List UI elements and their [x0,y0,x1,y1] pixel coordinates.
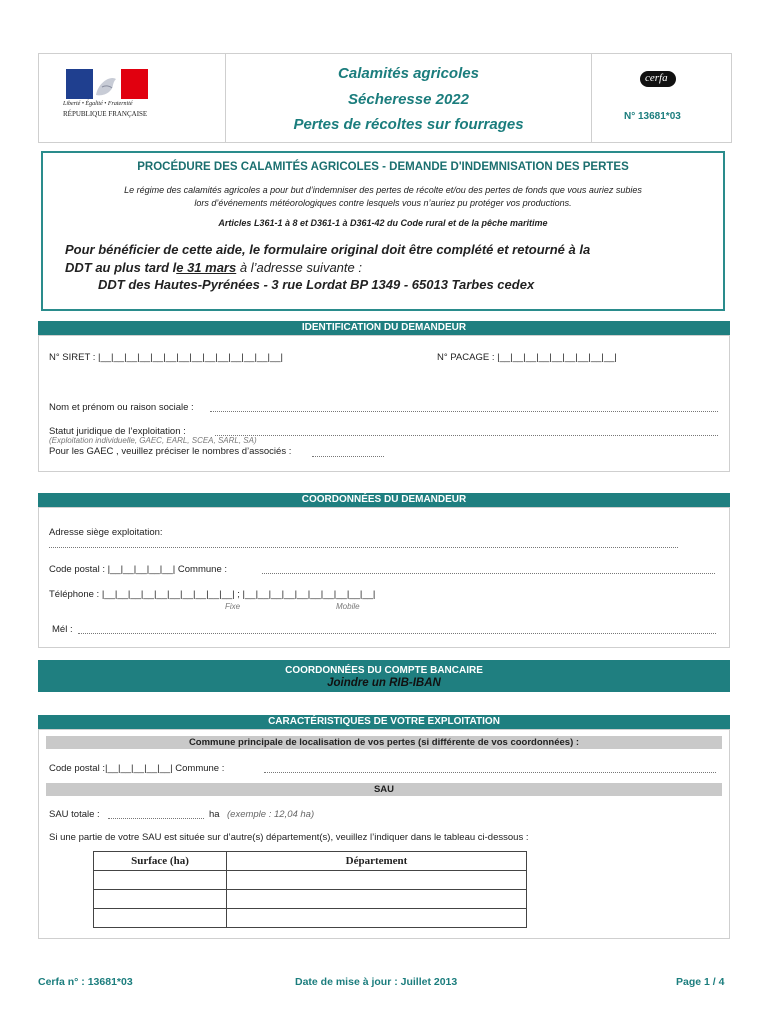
sau-unit: ha [209,809,220,820]
mail-label: Mél : [52,624,73,635]
title-calamites: Calamités agricoles [338,65,479,82]
table-cell-surface[interactable] [94,909,227,928]
bank-title: COORDONNÉES DU COMPTE BANCAIRE [285,665,483,676]
cerfa-logo: cerfa [640,71,676,87]
address-label: Adresse siège exploitation: [49,527,163,538]
table-cell-departement[interactable] [227,890,527,909]
procedure-instruction-1: Pour bénéficier de cette aide, le formulaire original doit être complété et retourné à la [65,242,591,257]
table-header-surface: Surface (ha) [94,852,227,871]
table-cell-departement[interactable] [227,909,527,928]
cerfa-number: N° 13681*03 [624,111,681,122]
table-row [94,871,527,890]
bank-subtitle: Joindre un RIB-IBAN [327,677,441,689]
status-input[interactable] [215,435,718,436]
exploitation-commune-input[interactable] [264,772,716,773]
procedure-address: DDT des Hautes-Pyrénées - 3 rue Lordat BP 1349 - 65013 Tarbes cedex [98,277,535,292]
commune-input[interactable] [262,573,715,574]
section-bank [38,660,730,692]
deadline: e 31 mars [176,260,237,275]
siret-field[interactable]: N° SIRET : |__|__|__|__|__|__|__|__|__|__|__|__|__|__| [49,352,283,363]
address-input[interactable] [49,547,678,548]
marianne-logo [66,69,148,99]
title-pertes: Pertes de récoltes sur fourrages [293,116,524,133]
table-cell-departement[interactable] [227,871,527,890]
sau-note: Si une partie de votre SAU est située sur d’autre(s) département(s), veuillez l’indiquer dans le tableau ci-dessous : [49,832,529,843]
footer-date: Date de mise à jour : Juillet 2013 [295,976,458,988]
exploitation-postal-field[interactable]: Code postal :|__|__|__|__|__| Commune : [49,763,225,774]
sau-example: (exemple : 12,04 ha) [227,809,315,820]
status-hint: (Exploitation individuelle, GAEC, EARL, SCEA, SARL, SA) [49,436,257,445]
table-header-row [94,852,527,871]
status-label: Statut juridique de l’exploitation : [49,426,186,437]
logo-motto: Liberté • Égalité • Fraternité [63,101,133,107]
section-exploitation-title: CARACTÉRISTIQUES DE VOTRE EXPLOITATION [38,715,730,729]
gaec-label: Pour les GAEC , veuillez préciser le nombres d’associés : [49,446,292,457]
mail-input[interactable] [78,633,716,634]
procedure-intro-1: Le régime des calamités agricoles a pour but d’indemniser des pertes de récolte et/ou des pertes de fonds que vous auriez subies [124,185,642,195]
procedure-instruction-2: DDT au plus tard le 31 mars à l’adresse suivante : [65,260,362,275]
table-row [94,890,527,909]
title-cell [226,54,592,142]
footer-cerfa: Cerfa n° : 13681*03 [38,976,133,988]
name-label: Nom et prénom ou raison sociale : [49,402,194,413]
logo-republique: RÉPUBLIQUE FRANÇAISE [63,110,148,118]
table-row [94,909,527,928]
sau-total-label: SAU totale : [49,809,100,820]
sau-bar: SAU [46,783,722,796]
procedure-intro-2: lors d’événements météorologiques contre lesquels vous n’auriez pu protéger vos productions. [194,198,572,208]
commune-bar: Commune principale de localisation de vos pertes (si différente de vos coordonnées) : [46,736,722,749]
pacage-field[interactable]: N° PACAGE : |__|__|__|__|__|__|__|__|__| [437,352,617,363]
procedure-articles: Articles L361-1 à 8 et D361-1 à D361-42 du Code rural et de la pêche maritime [218,218,548,228]
phone-fixe-hint: Fixe [225,602,241,611]
gaec-input[interactable] [312,456,384,457]
procedure-box [41,151,725,311]
sau-total-input[interactable] [108,818,204,819]
footer-page: Page 1 / 4 [676,976,725,988]
sau-department-table [93,851,527,928]
logo-cell [39,54,226,142]
phone-field[interactable]: Téléphone : |__|__|__|__|__|__|__|__|__|__| ; |__|__|__|__|__|__|__|__|__|__| [49,589,376,600]
table-cell-surface[interactable] [94,871,227,890]
phone-mobile-hint: Mobile [336,602,360,611]
table-header-departement: Département [227,852,527,871]
section-identification-title: IDENTIFICATION DU DEMANDEUR [38,321,730,335]
form-header [38,53,732,143]
section-coordonnees-title: COORDONNÉES DU DEMANDEUR [38,493,730,507]
procedure-heading: PROCÉDURE DES CALAMITÉS AGRICOLES - DEMANDE D'INDEMNISATION DES PERTES [137,161,629,173]
table-cell-surface[interactable] [94,890,227,909]
name-input[interactable] [210,411,718,412]
title-secheresse: Sécheresse 2022 [348,91,469,108]
postal-commune-field[interactable]: Code postal : |__|__|__|__|__| Commune : [49,564,227,575]
